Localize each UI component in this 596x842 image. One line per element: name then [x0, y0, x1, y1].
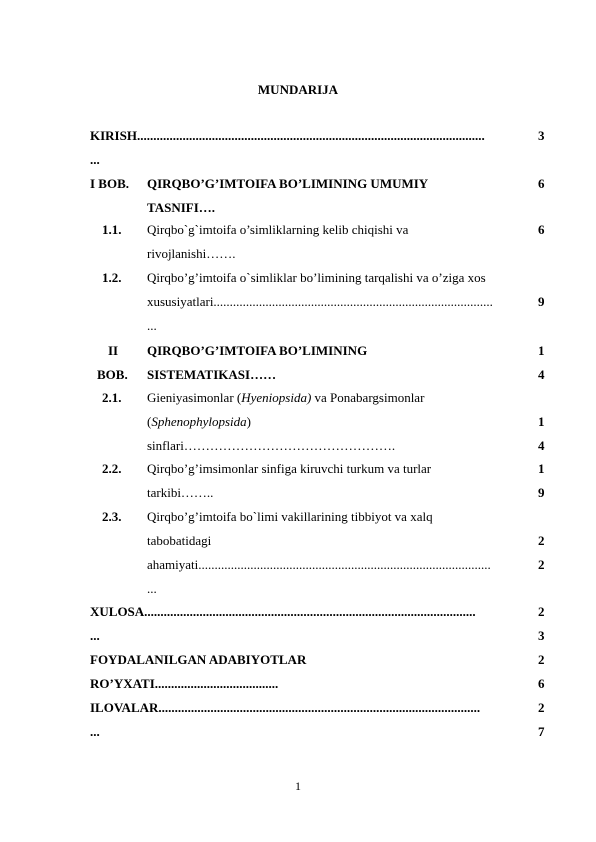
toc-line: II: [108, 343, 119, 358]
toc-line: tarkibi……..: [147, 485, 214, 500]
page-title: MUNDARIJA: [257, 82, 339, 97]
toc-line: 9: [538, 485, 545, 500]
toc-line: 2.1.: [102, 390, 122, 405]
toc-line: Qirqbo`g`imtoifa o’simliklarning kelib chiqishi va: [147, 222, 409, 237]
toc-line: 1.1.: [102, 222, 122, 237]
toc-line: 6: [538, 676, 545, 691]
toc-line: 7: [538, 724, 545, 739]
toc-line: 1: [538, 414, 545, 429]
toc-line: TASNIFI….: [147, 200, 216, 215]
toc-line: 4: [538, 367, 545, 382]
toc-line: RO’YXATI......................................: [90, 676, 279, 691]
toc-line: 2.2.: [102, 461, 122, 476]
toc-line: 9: [538, 294, 545, 309]
toc-line: Qirqbo’g’imsimonlar sinfiga kiruvchi turkum va turlar: [147, 461, 432, 476]
toc-line: xususiyatlari......................................................................................: [147, 294, 493, 309]
toc-line: ahamiyati..........................................................................................: [147, 557, 491, 572]
toc-line: 2.3.: [102, 509, 122, 524]
toc-line: 1: [538, 461, 545, 476]
toc-line: 3: [538, 128, 545, 143]
toc-line: 6: [538, 176, 545, 191]
toc-line: ILOVALAR...................................................................................................: [90, 700, 481, 715]
toc-line: (Sphenophylopsida): [147, 414, 252, 429]
toc-line: 1: [538, 343, 545, 358]
toc-line: BOB.: [97, 367, 128, 382]
toc-line: 2: [538, 652, 545, 667]
toc-line: ...: [90, 152, 100, 167]
toc-line: rivojlanishi…….: [147, 246, 236, 261]
toc-line: Qirqbo’g’imtoifa o`simliklar bo’limining tarqalishi va o’ziga xos: [147, 270, 486, 285]
toc-line: 2: [538, 604, 545, 619]
toc-line: 2: [538, 533, 545, 548]
toc-line: QIRQBO’G’IMTOIFA BO’LIMINING: [147, 343, 368, 358]
toc-line: ...: [147, 581, 157, 596]
toc-line: ...: [147, 318, 157, 333]
toc-line: ...: [90, 724, 100, 739]
toc-line: SISTEMATIKASI……: [147, 367, 277, 382]
toc-line: 2: [538, 557, 545, 572]
toc-line: KIRISH...........................................................................................................: [90, 128, 485, 143]
toc-line: 2: [538, 700, 545, 715]
toc-line: 4: [538, 438, 545, 453]
toc-line: 3: [538, 628, 545, 643]
toc-line: 1.2.: [102, 270, 122, 285]
toc-line: ...: [90, 628, 100, 643]
toc-line: I BOB.: [90, 176, 130, 191]
toc-line: Qirqbo’g’imtoifa bo`limi vakillarining tibbiyot va xalq: [147, 509, 433, 524]
page-number: 1: [295, 779, 301, 793]
toc-line: Gieniyasimonlar (Hyeniopsida) va Ponabargsimonlar: [147, 390, 425, 405]
toc-line: XULOSA......................................................................................................: [90, 604, 476, 619]
toc-line: 6: [538, 222, 545, 237]
toc-line: FOYDALANILGAN ADABIYOTLAR: [90, 652, 307, 667]
toc-line: sinflari………………………………………….: [147, 438, 396, 453]
toc-line: tabobatidagi: [147, 533, 212, 548]
toc-line: QIRQBO’G’IMTOIFA BO’LIMINING UMUMIY: [147, 176, 429, 191]
